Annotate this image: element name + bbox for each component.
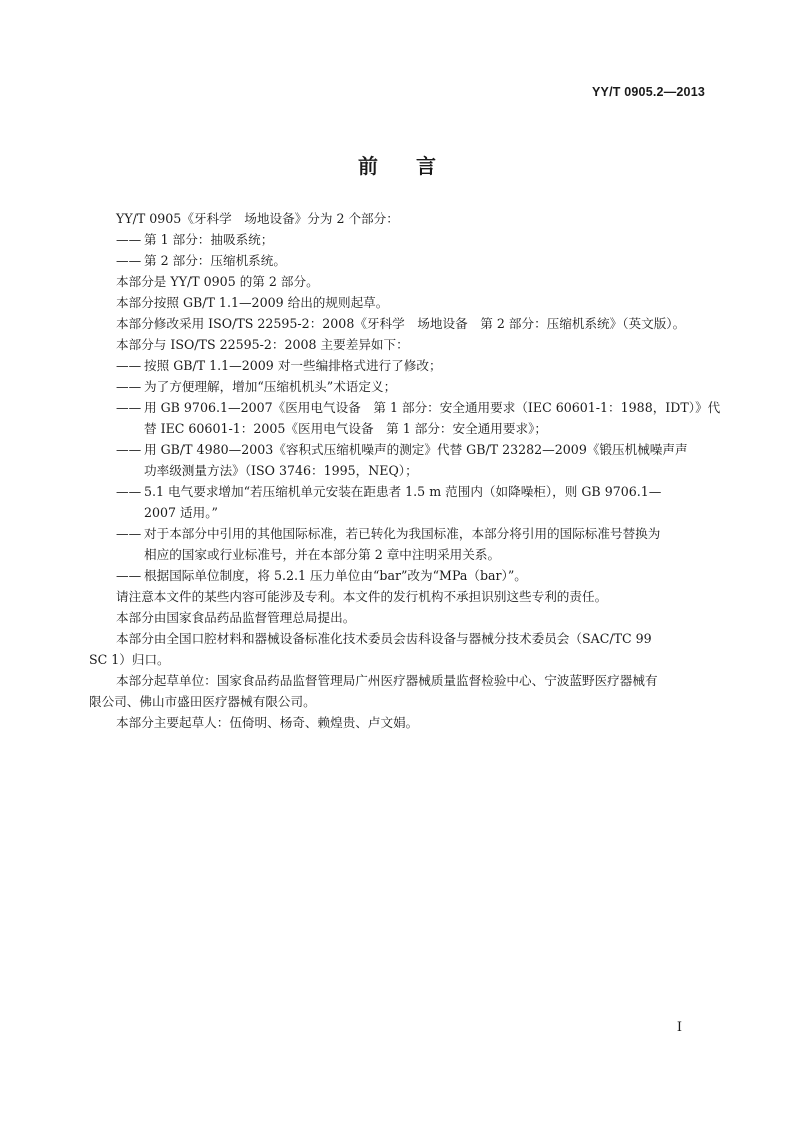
dash: —— — [116, 379, 142, 394]
page-title — [0, 150, 794, 179]
list-item-text: 第 2 部分：压缩机系统。 — [144, 253, 286, 268]
page-number: I — [676, 1020, 682, 1035]
list-item-continuation: 2007 适用。” — [144, 505, 218, 520]
list-item — [89, 229, 707, 250]
list-item — [89, 355, 707, 376]
list-item — [89, 565, 707, 586]
list-item-text: 用 GB/T 4980—2003《容积式压缩机噪声的测定》代替 GB/T 23282—2009《锻压机械噪声声 — [144, 442, 688, 457]
list-item-text: 为了方便理解，增加“压缩机机头”术语定义； — [144, 379, 397, 394]
dash: —— — [116, 484, 142, 499]
dash: —— — [116, 526, 142, 541]
dash: —— — [116, 568, 142, 583]
document-body — [89, 208, 721, 733]
paragraph: 本部分与 ISO/TS 22595-2：2008 主要差异如下： — [116, 337, 409, 352]
list-item-continuation: 替 IEC 60601-1：2005《医用电气设备 第 1 部分：安全通用要求》； — [144, 421, 547, 436]
title-char-1: 前 — [358, 154, 378, 178]
list-item — [89, 376, 707, 397]
dash: —— — [116, 253, 142, 268]
list-item — [89, 439, 707, 460]
list-item-text: 对于本部分中引用的其他国际标准，若已转化为我国标准，本部分将引用的国际标准号替换为 — [144, 526, 661, 541]
paragraph: 本部分主要起草人：伍倚明、杨奇、赖煌贵、卢文娟。 — [116, 715, 419, 730]
standard-code: YY/T 0905.2—2013 — [592, 85, 705, 99]
dash: —— — [116, 400, 142, 415]
list-item — [89, 481, 707, 502]
list-item — [89, 250, 707, 271]
paragraph: 请注意本文件的某些内容可能涉及专利。本文件的发行机构不承担识别这些专利的责任。 — [116, 589, 608, 604]
list-item-text: 根据国际单位制度，将 5.2.1 压力单位由“bar”改为“MPa（bar）”。 — [144, 568, 527, 583]
dash: —— — [116, 232, 142, 247]
list-item-continuation: 功率级测量方法》（ISO 3746：1995，NEQ）； — [144, 463, 418, 478]
paragraph-continuation: 限公司、佛山市盛田医疗器械有限公司。 — [89, 694, 316, 709]
dash: —— — [116, 358, 142, 373]
list-item-text: 按照 GB/T 1.1—2009 对一些编排格式进行了修改； — [144, 358, 442, 373]
title-char-2: 言 — [416, 154, 436, 178]
paragraph-continuation: SC 1）归口。 — [89, 652, 170, 667]
list-item-text: 用 GB 9706.1—2007《医用电气设备 第 1 部分：安全通用要求（IEC 60601-1：1988，IDT）》代 — [144, 400, 721, 415]
paragraph: YY/T 0905《牙科学 场地设备》分为 2 个部分： — [116, 211, 399, 226]
list-item-continuation: 相应的国家或行业标准号，并在本部分第 2 章中注明采用关系。 — [144, 547, 501, 562]
dash: —— — [116, 442, 142, 457]
list-item — [89, 523, 707, 544]
list-item-text: 5.1 电气要求增加“若压缩机单元安装在距患者 1.5 m 范围内（如降噪柜），则 GB 9706.1— — [144, 484, 662, 499]
paragraph: 本部分修改采用 ISO/TS 22595-2：2008《牙科学 场地设备 第 2 部分：压缩机系统》（英文版）。 — [116, 316, 686, 331]
paragraph: 本部分起草单位：国家食品药品监督管理局广州医疗器械质量监督检验中心、宁波蓝野医疗器械有 — [116, 673, 658, 688]
paragraph: 本部分按照 GB/T 1.1—2009 给出的规则起草。 — [116, 295, 389, 310]
paragraph: 本部分由国家食品药品监督管理总局提出。 — [116, 610, 356, 625]
list-item — [89, 397, 721, 418]
list-item-text: 第 1 部分：抽吸系统； — [144, 232, 274, 247]
paragraph: 本部分是 YY/T 0905 的第 2 部分。 — [116, 274, 319, 289]
paragraph: 本部分由全国口腔材料和器械设备标准化技术委员会齿科设备与器械分技术委员会（SAC/TC 99 — [116, 631, 652, 646]
